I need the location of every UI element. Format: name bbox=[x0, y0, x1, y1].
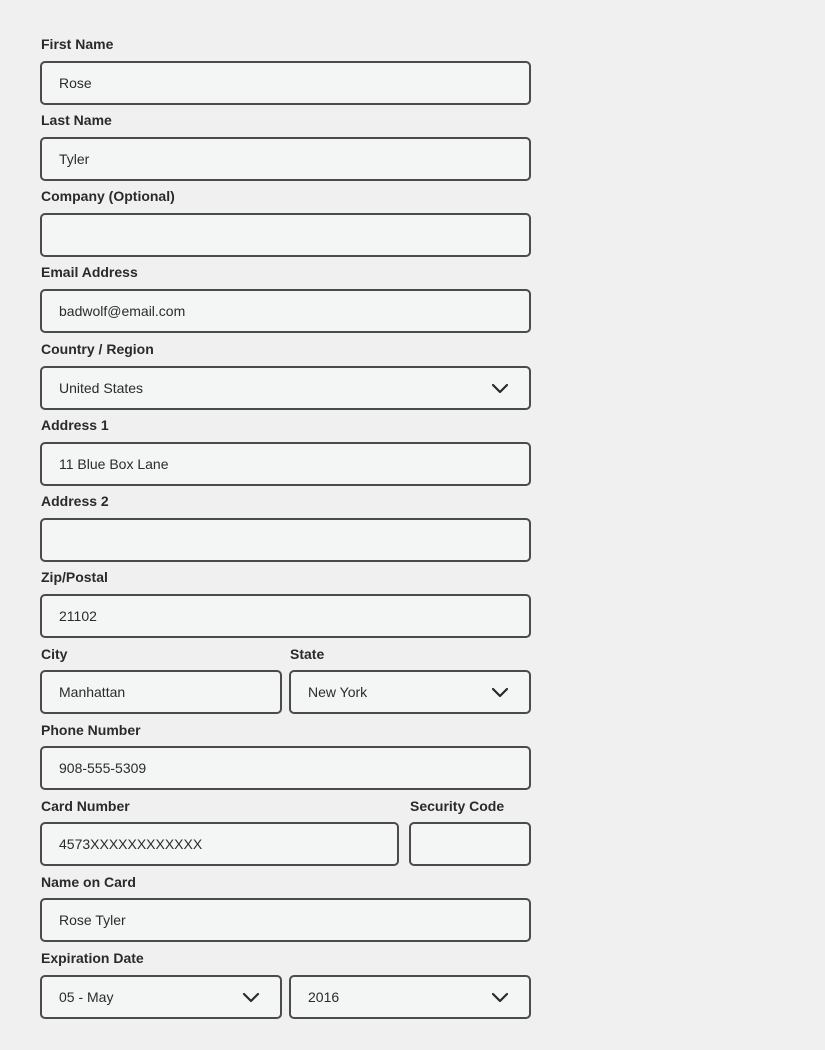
chevron-down-icon bbox=[491, 382, 509, 394]
company-label: Company (Optional) bbox=[41, 188, 175, 204]
chevron-down-icon bbox=[491, 991, 509, 1003]
security-code-input[interactable] bbox=[409, 822, 531, 866]
address1-input[interactable]: 11 Blue Box Lane bbox=[40, 442, 531, 486]
chevron-down-icon bbox=[491, 686, 509, 698]
zip-label: Zip/Postal bbox=[41, 569, 108, 585]
phone-input[interactable]: 908-555-5309 bbox=[40, 746, 531, 790]
expiration-year-value: 2016 bbox=[308, 989, 340, 1005]
last-name-input[interactable]: Tyler bbox=[40, 137, 531, 181]
name-on-card-label: Name on Card bbox=[41, 874, 136, 890]
zip-input[interactable]: 21102 bbox=[40, 594, 531, 638]
card-number-input[interactable]: 4573XXXXXXXXXXXX bbox=[40, 822, 399, 866]
address1-label: Address 1 bbox=[41, 417, 109, 433]
address2-input[interactable] bbox=[40, 518, 531, 562]
chevron-down-icon bbox=[242, 991, 260, 1003]
email-label: Email Address bbox=[41, 264, 138, 280]
state-label: State bbox=[290, 646, 325, 662]
state-select[interactable] bbox=[289, 670, 531, 714]
country-value: United States bbox=[59, 380, 144, 396]
expiration-month-select[interactable] bbox=[40, 975, 282, 1019]
card-number-label: Card Number bbox=[41, 798, 130, 814]
state-value: New York bbox=[308, 684, 368, 700]
email-input[interactable]: badwolf@email.com bbox=[40, 289, 531, 333]
first-name-input[interactable]: Rose bbox=[40, 61, 531, 105]
city-input[interactable]: Manhattan bbox=[40, 670, 282, 714]
phone-label: Phone Number bbox=[41, 722, 141, 738]
first-name-label: First Name bbox=[41, 36, 114, 52]
expiration-year-select[interactable] bbox=[289, 975, 531, 1019]
company-input[interactable] bbox=[40, 213, 531, 257]
expiration-date-label: Expiration Date bbox=[41, 950, 144, 966]
expiration-month-value: 05 - May bbox=[59, 989, 114, 1005]
last-name-label: Last Name bbox=[41, 112, 112, 128]
country-select[interactable] bbox=[40, 366, 531, 410]
city-label: City bbox=[41, 646, 68, 662]
name-on-card-input[interactable]: Rose Tyler bbox=[40, 898, 531, 942]
address2-label: Address 2 bbox=[41, 493, 109, 509]
country-label: Country / Region bbox=[41, 341, 154, 357]
security-code-label: Security Code bbox=[410, 798, 505, 814]
